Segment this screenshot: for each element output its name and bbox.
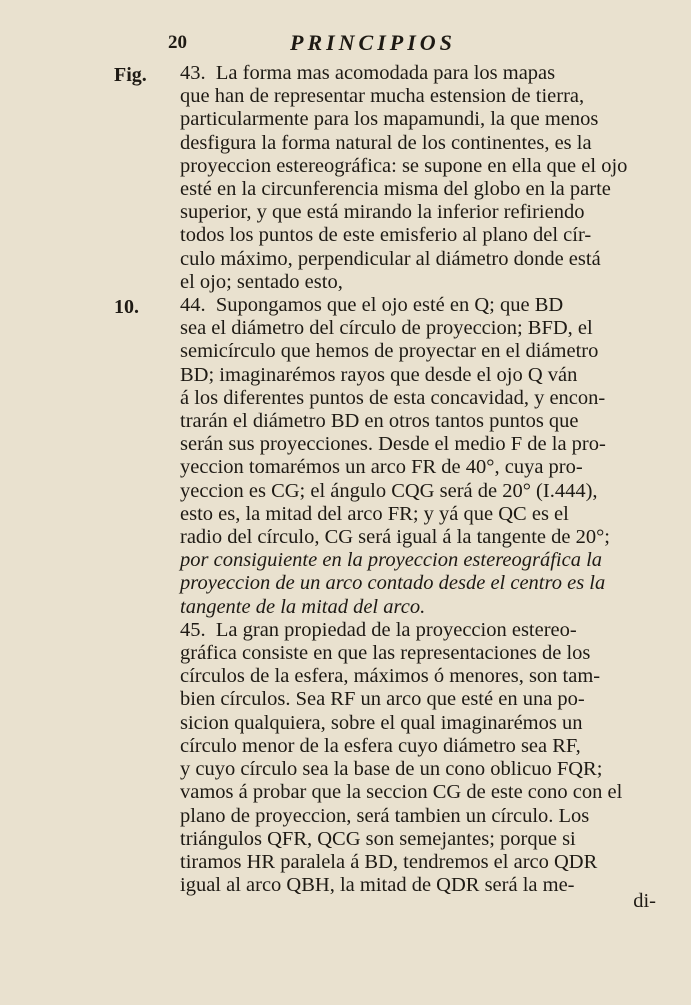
text-line: á los diferentes puntos de esta concavidad, y encon- xyxy=(180,386,606,409)
text-line: tiramos HR paralela á BD, tendremos el arco QDR xyxy=(180,850,598,873)
body-text xyxy=(160,62,656,897)
text-line: culo máximo, perpendicular al diámetro donde está xyxy=(180,247,601,270)
text-line: proyeccion estereográfica: se supone en ella que el ojo xyxy=(180,154,628,177)
paragraph-43 xyxy=(160,62,656,294)
text-line: BD; imaginarémos rayos que desde el ojo Q ván xyxy=(180,363,578,386)
text-line: sicion qualquiera, sobre el qual imaginarémos un xyxy=(180,711,583,734)
text-line: gráfica consiste en que las representaciones de los xyxy=(180,642,591,665)
text-line: círculos de la esfera, máximos ó menores, son tam- xyxy=(180,665,601,688)
catchword: di- xyxy=(633,890,656,912)
text-line: semicírculo que hemos de proyectar en el diámetro xyxy=(180,340,599,363)
text-line: igual al arco QBH, la mitad de QDR será la me- xyxy=(180,874,575,897)
paragraph-44 xyxy=(160,294,656,619)
text-line: sea el diámetro del círculo de proyeccion; BFD, el xyxy=(180,317,593,340)
text-line: trarán el diámetro BD en otros tantos puntos que xyxy=(180,410,579,433)
text-line: todos los puntos de este emisferio al plano del cír- xyxy=(180,224,592,247)
page-number: 20 xyxy=(168,32,187,53)
text-line: triángulos QFR, QCG son semejantes; porque si xyxy=(180,827,576,850)
text-line: bien círculos. Sea RF un arco que esté en una po- xyxy=(180,688,585,711)
text-line: desfigura la forma natural de los continentes, es la xyxy=(180,131,592,154)
text-line: que han de representar mucha estension de tierra, xyxy=(180,85,585,108)
paragraph-number: 44. xyxy=(180,294,206,317)
text-line: y cuyo círculo sea la base de un cono oblicuo FQR; xyxy=(180,758,603,781)
text-line: yeccion es CG; el ángulo CQG será de 20° (I.444), xyxy=(180,479,598,502)
text-line: vamos á probar que la seccion CG de este cono con el xyxy=(180,781,623,804)
page-header xyxy=(0,30,691,62)
paragraph-45 xyxy=(160,619,656,897)
paragraph-number: 45. xyxy=(180,618,206,641)
text-line: serán sus proyecciones. Desde el medio F de la pro- xyxy=(180,433,606,456)
text-line: yeccion tomarémos un arco FR de 40°, cuya pro- xyxy=(180,456,583,479)
margin-figure-number: 10. xyxy=(114,296,139,318)
text-line: 45. La gran propiedad de la proyeccion estereo- xyxy=(180,618,577,641)
text-line: esto es, la mitad del arco FR; y yá que QC es el xyxy=(180,502,569,525)
text-line: esté en la circunferencia misma del globo en la parte xyxy=(180,178,611,201)
text-line: radio del círculo, CG será igual á la tangente de 20°; xyxy=(180,526,610,549)
text-line: particularmente para los mapamundi, la que menos xyxy=(180,108,599,131)
text-line: superior, y que está mirando la inferior refiriendo xyxy=(180,201,585,224)
text-line: el ojo; sentado esto, xyxy=(180,270,343,293)
text-line: proyeccion de un arco contado desde el centro es la xyxy=(180,572,606,595)
margin-fig-label: Fig. xyxy=(114,64,147,86)
paragraph-number: 43. xyxy=(180,62,206,84)
text-line: tangente de la mitad del arco. xyxy=(180,595,426,618)
text-line: 44. Supongamos que el ojo esté en Q; que BD xyxy=(180,294,564,317)
running-head: PRINCIPIOS xyxy=(290,30,456,55)
text-line: círculo menor de la esfera cuyo diámetro sea RF, xyxy=(180,734,581,757)
text-line: plano de proyeccion, será tambien un círculo. Los xyxy=(180,804,590,827)
text-line: por consiguiente en la proyeccion estereográfica la xyxy=(180,549,603,572)
text-line: 43. La forma mas acomodada para los mapas xyxy=(180,62,556,84)
